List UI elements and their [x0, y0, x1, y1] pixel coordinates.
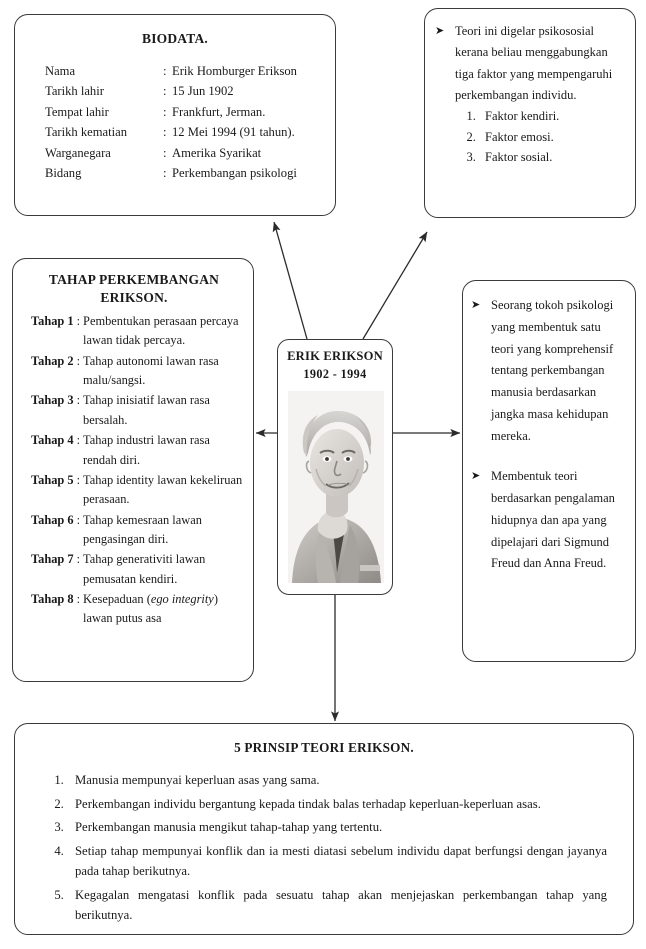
biodata-value: Frankfurt, Jerman. [172, 104, 266, 119]
principles-title: 5 PRINSIP TEORI ERIKSON. [234, 740, 414, 755]
principles-list [41, 770, 607, 926]
biodata-title: BIODATA. [142, 31, 208, 46]
arrow-bullet-icon: ➤ [435, 25, 445, 37]
table-row [31, 163, 319, 183]
table-row [31, 61, 319, 81]
stage-value: Tahap kemesraan lawan pengasingan diri. [83, 512, 202, 546]
biodata-colon: : [163, 84, 167, 99]
table-row [31, 102, 319, 122]
biodata-label: Bidang [45, 165, 82, 180]
list-item: 2. Faktor emosi. [479, 127, 625, 148]
biodata-label: Warganegara [45, 145, 111, 160]
stage-key: Tahap 4 [31, 433, 74, 448]
biodata-box [14, 14, 336, 216]
stage-item [25, 511, 243, 550]
biodata-colon: : [163, 165, 167, 180]
center-node-name: ERIK ERIKSON [287, 349, 383, 363]
arrow-center-to-theory [363, 232, 427, 339]
table-row [31, 143, 319, 163]
stage-item [25, 590, 243, 629]
biodata-colon: : [163, 125, 167, 140]
stage-value: Tahap industri lawan rasa rendah diri. [83, 433, 210, 467]
stage-key: Tahap 6 [31, 512, 74, 527]
stage-value: Tahap inisiatif lawan rasa bersalah. [83, 393, 210, 427]
list-item: 4. Setiap tahap mempunyai konflik dan ia mesti diatasi sebelum individu dapat berfungsi dengan jayanya pada tahap berikutnya. [67, 841, 607, 882]
biodata-value: Amerika Syarikat [172, 145, 262, 160]
profile-box [462, 280, 636, 662]
biodata-label: Tarikh kematian [45, 125, 127, 140]
biodata-value: Perkembangan psikologi [172, 165, 297, 180]
list-item: 5. Kegagalan mengatasi konflik pada sesuatu tahap akan menjejaskan perkembangan tahap yang berikutnya. [67, 885, 607, 926]
stage-item [25, 550, 243, 589]
stage-key: Tahap 8 [31, 591, 74, 606]
stage-value: Tahap generativiti lawan pemusatan kendiri. [83, 552, 206, 586]
table-row [31, 122, 319, 142]
center-node-years: 1902 - 1994 [303, 367, 367, 381]
stage-colon: : [76, 552, 81, 567]
profile-bullet [471, 295, 625, 447]
theory-bullet-text: Teori ini digelar psikososial kerana beliau menggabungkan tiga faktor yang mempengaruhi perkembangan individu. [455, 24, 613, 102]
arrow-bullet-icon: ➤ [471, 299, 481, 311]
stage-value: Tahap autonomi lawan rasa malu/sangsi. [83, 353, 219, 388]
stage-key: Tahap 3 [31, 393, 74, 408]
stage-value-after: ) lawan putus asa [83, 591, 218, 626]
stage-colon: : [76, 353, 81, 368]
theory-box [424, 8, 636, 218]
biodata-value: 12 Mei 1994 (91 tahun). [172, 125, 295, 140]
stage-item [25, 471, 243, 510]
stage-value-before: Kesepaduan ( [83, 591, 151, 606]
center-node [277, 339, 393, 595]
principles-box [14, 723, 634, 935]
theory-factor-list [435, 106, 625, 168]
stage-colon: : [76, 472, 81, 487]
stage-value-italic: ego integrity [150, 591, 214, 606]
stage-key: Tahap 5 [31, 472, 74, 487]
biodata-colon: : [163, 104, 167, 119]
stage-item [25, 352, 243, 391]
profile-bullet-text: Seorang tokoh psikologi yang membentuk satu teori yang komprehensif tentang perkembangan manusia berdasarkan jangka masa kehidupan mereka. [491, 298, 614, 443]
list-item: 3. Perkembangan manusia mengikut tahap-tahap yang tertentu. [67, 817, 607, 838]
stage-colon: : [76, 393, 81, 408]
stage-key: Tahap 1 [31, 314, 74, 329]
stage-colon: : [76, 433, 81, 448]
biodata-colon: : [163, 64, 167, 78]
stage-item [25, 312, 243, 351]
theory-bullet [435, 21, 625, 106]
erik-erikson-portrait-image [288, 391, 384, 583]
stage-key: Tahap 2 [31, 353, 74, 368]
stage-colon: : [76, 591, 81, 606]
list-item: 2. Perkembangan individu bergantung kepada tindak balas terhadap keperluan-keperluan asas. [67, 794, 607, 815]
stage-item [25, 391, 243, 430]
list-item: 1. Manusia mempunyai keperluan asas yang sama. [67, 770, 607, 791]
stage-item [25, 431, 243, 470]
list-item: 3. Faktor sosial. [479, 147, 625, 168]
stages-box [12, 258, 254, 682]
biodata-label: Nama [45, 64, 76, 78]
biodata-value: Erik Homburger Erikson [172, 64, 297, 78]
biodata-label: Tempat lahir [45, 104, 109, 119]
biodata-table [31, 61, 319, 183]
stage-colon: : [76, 512, 81, 527]
table-row [31, 81, 319, 101]
stage-value: Pembentukan perasaan percaya lawan tidak percaya. [83, 314, 239, 348]
biodata-value: 15 Jun 1902 [172, 84, 234, 99]
stages-title: TAHAP PERKEMBANGAN ERIKSON. [48, 272, 220, 305]
arrow-center-to-biodata [274, 222, 307, 339]
profile-bullet-text: Membentuk teori berdasarkan pengalaman hidupnya dan apa yang dipelajari dari Sigmund Freud dan Anna Freud. [491, 469, 615, 571]
profile-bullet [471, 466, 625, 575]
stage-value: Tahap identity lawan kekeliruan perasaan. [83, 472, 243, 507]
arrow-bullet-icon: ➤ [471, 470, 481, 483]
stage-key: Tahap 7 [31, 552, 74, 567]
stage-value-composite [83, 590, 243, 629]
biodata-colon: : [163, 145, 167, 160]
stage-colon: : [76, 314, 81, 329]
biodata-label: Tarikh lahir [45, 84, 104, 99]
list-item: 1. Faktor kendiri. [479, 106, 625, 127]
